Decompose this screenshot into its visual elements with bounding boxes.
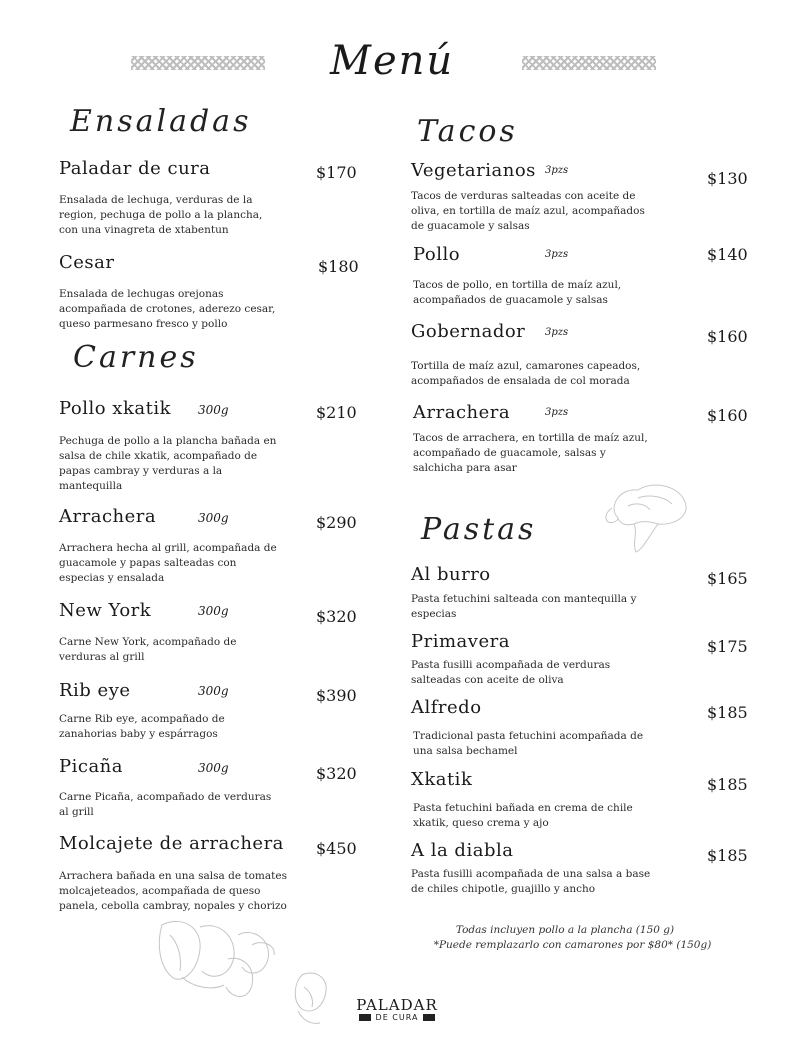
section-title-carnes: Carnes bbox=[73, 340, 199, 375]
dish-description: Carne New York, acompañado de verduras al grill bbox=[59, 636, 237, 663]
dish-price: $185 bbox=[707, 703, 748, 722]
dish-price: $140 bbox=[707, 245, 748, 264]
dish-name: Arrachera bbox=[59, 506, 157, 527]
dish-price: $290 bbox=[316, 513, 357, 532]
dish-name: Picaña bbox=[59, 756, 124, 777]
dish-description: Pasta fetuchini bañada en crema de chile xkatik, queso crema y ajo bbox=[413, 802, 633, 829]
dish-description: Tortilla de maíz azul, camarones capeados, acompañados de ensalada de col morada bbox=[411, 360, 641, 387]
dish-price: $210 bbox=[316, 403, 357, 422]
section-title-pastas: Pastas bbox=[421, 512, 537, 547]
dish-name: Rib eye bbox=[59, 680, 131, 701]
dish-description: Pasta fusilli acompañada de verduras salteadas con aceite de oliva bbox=[411, 659, 611, 686]
dish-name: A la diabla bbox=[411, 840, 514, 861]
dish-description: Pechuga de pollo a la plancha bañada en salsa de chile xkatik, acompañado de papas cambray y verduras a la mantequilla bbox=[59, 435, 277, 492]
dish-description: Ensalada de lechuga, verduras de la region, pechuga de pollo a la plancha, con una vinagreta de xtabentun bbox=[59, 194, 263, 236]
dish-name: Arrachera bbox=[413, 402, 511, 423]
mushroom-illustration bbox=[598, 478, 694, 556]
dish-name: Pollo bbox=[413, 244, 461, 265]
dish-pieces: 3pzs bbox=[545, 327, 569, 338]
dish-price: $180 bbox=[318, 257, 359, 276]
logo-wordmark: PALADAR bbox=[356, 996, 438, 1014]
dish-weight: 300g bbox=[198, 403, 229, 417]
dish-name: Xkatik bbox=[411, 769, 473, 790]
dish-name: Cesar bbox=[59, 252, 115, 273]
dish-price: $160 bbox=[707, 406, 748, 425]
section-title-ensaladas: Ensaladas bbox=[70, 104, 252, 139]
dish-name: Pollo xkatik bbox=[59, 398, 171, 419]
dish-description: Arrachera bañada en una salsa de tomates molcajeteados, acompañada de queso panela, cebolla cambray, nopales y chorizo bbox=[59, 870, 287, 912]
dish-name: Vegetarianos bbox=[411, 160, 536, 181]
decorative-border-right bbox=[522, 56, 656, 70]
footnote-chicken: Todas incluyen pollo a la plancha (150 g) bbox=[455, 924, 675, 936]
decorative-border-left bbox=[131, 56, 265, 70]
dish-weight: 300g bbox=[198, 511, 229, 525]
dish-price: $130 bbox=[707, 169, 748, 188]
dish-weight: 300g bbox=[198, 604, 229, 618]
dish-name: Alfredo bbox=[411, 697, 482, 718]
dish-description: Tacos de arrachera, en tortilla de maíz azul, acompañado de guacamole, salsas y salchicha para asar bbox=[413, 432, 648, 474]
logo-block-right bbox=[423, 1014, 435, 1021]
dish-price: $450 bbox=[316, 839, 357, 858]
dish-price: $170 bbox=[316, 163, 357, 182]
dish-name: Al burro bbox=[411, 564, 491, 585]
dish-price: $175 bbox=[707, 637, 748, 656]
dish-weight: 300g bbox=[198, 761, 229, 775]
dish-description: Tacos de pollo, en tortilla de maíz azul, acompañados de guacamole y salsas bbox=[413, 279, 622, 306]
dish-description: Tradicional pasta fetuchini acompañada de una salsa bechamel bbox=[413, 730, 644, 757]
dish-price: $320 bbox=[316, 607, 357, 626]
dish-name: Primavera bbox=[411, 631, 510, 652]
dish-name: Gobernador bbox=[411, 321, 526, 342]
dish-description: Carne Rib eye, acompañado de zanahorias baby y espárragos bbox=[59, 713, 225, 740]
flower-illustration bbox=[152, 915, 342, 1030]
dish-pieces: 3pzs bbox=[545, 165, 569, 176]
dish-description: Carne Picaña, acompañado de verduras al grill bbox=[59, 791, 272, 818]
dish-description: Pasta fetuchini salteada con mantequilla y especias bbox=[411, 593, 637, 620]
dish-price: $165 bbox=[707, 569, 748, 588]
logo-subtitle-text: DE CURA bbox=[375, 1013, 419, 1022]
logo-subtitle bbox=[352, 1013, 442, 1022]
dish-name: Molcajete de arrachera bbox=[59, 833, 284, 854]
dish-price: $160 bbox=[707, 327, 748, 346]
footnote-shrimp: *Puede remplazarlo con camarones por $80* (150g) bbox=[433, 939, 712, 951]
dish-weight: 300g bbox=[198, 684, 229, 698]
dish-description: Arrachera hecha al grill, acompañada de guacamole y papas salteadas con especias y ensalada bbox=[59, 542, 277, 584]
dish-description: Pasta fusilli acompañada de una salsa a base de chiles chipotle, guajillo y ancho bbox=[411, 868, 651, 895]
dish-pieces: 3pzs bbox=[545, 407, 569, 418]
logo-block-left bbox=[359, 1014, 371, 1021]
dish-description: Ensalada de lechugas orejonas acompañada de crotones, aderezo cesar, queso parmesano fresco y pollo bbox=[59, 288, 276, 330]
dish-pieces: 3pzs bbox=[545, 249, 569, 260]
section-title-tacos: Tacos bbox=[417, 114, 518, 149]
dish-price: $390 bbox=[316, 686, 357, 705]
dish-name: New York bbox=[59, 600, 152, 621]
dish-price: $185 bbox=[707, 846, 748, 865]
dish-description: Tacos de verduras salteadas con aceite de oliva, en tortilla de maíz azul, acompañados de guacamole y salsas bbox=[411, 190, 645, 232]
dish-name: Paladar de cura bbox=[59, 158, 211, 179]
dish-price: $320 bbox=[316, 764, 357, 783]
page-title: Menú bbox=[330, 38, 455, 84]
dish-price: $185 bbox=[707, 775, 748, 794]
